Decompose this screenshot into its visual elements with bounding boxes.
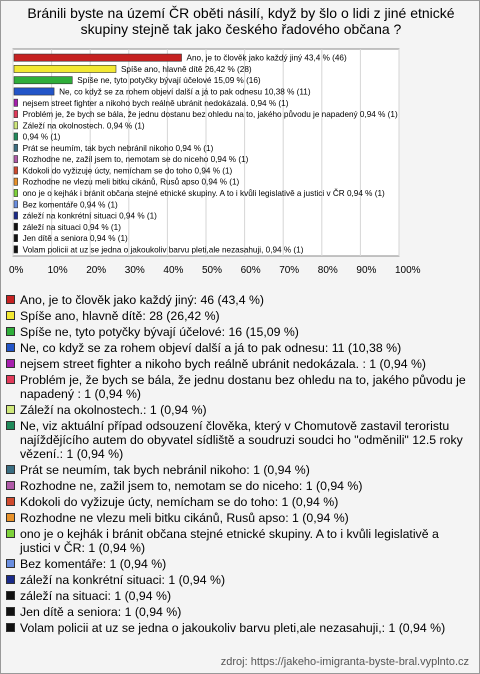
legend-label: ono je o kejhák i bránit občana stejné etnické skupiny. A to i kvůli legislativě a justici v ČR: 1 (0,94 %)	[20, 527, 439, 555]
legend-item	[5, 325, 471, 339]
legend-item	[5, 495, 471, 509]
bar	[14, 178, 18, 185]
legend-swatch	[6, 343, 15, 352]
legend-swatch	[6, 421, 15, 430]
bar	[14, 133, 18, 140]
bar	[14, 110, 18, 117]
bar-label: Záleží na okolnostech. 0,94 % (1)	[22, 121, 145, 131]
bar	[14, 54, 182, 61]
bar-chart	[1, 1, 479, 291]
bar	[14, 77, 72, 84]
legend-swatch	[6, 607, 15, 616]
bar-label: záleží na situaci 0,94 % (1)	[22, 222, 121, 232]
bar	[14, 122, 18, 129]
bar-label: Ano, je to člověk jako každý jiný 43,4 % (46)	[186, 53, 347, 63]
legend-label: Záleží na okolnostech.: 1 (0,94 %)	[20, 403, 207, 417]
legend-label: Ano, je to člověk jako každý jiný: 46 (43,4 %)	[20, 293, 265, 307]
bar-label: Spíše ne, tyto potyčky bývají účelové 15,09 % (16)	[77, 76, 261, 86]
legend-swatch	[6, 327, 15, 336]
bar-label: Jen dítě a seniora 0,94 % (1)	[22, 234, 128, 244]
legend-swatch	[6, 465, 15, 474]
bar	[14, 88, 54, 95]
bar	[14, 189, 18, 196]
bar-label: Prát se neumím, tak bych nebránil nikoho 0,94 % (1)	[22, 143, 214, 153]
legend-label: Ne, viz aktuální případ odsouzení člověka, který v Chomutově zastavil teroristu najíždějícího autem do obyvatel sídliště a soudruzi soudci ho "odměnili" 12.5 roky vězení.: 1 (0,94 %)	[20, 419, 463, 461]
legend-swatch	[6, 529, 15, 538]
bar-label: záleží na konkrétní situaci 0,94 % (1)	[22, 211, 157, 221]
legend-label: Bez komentáře: 1 (0,94 %)	[20, 557, 167, 571]
legend-item	[5, 557, 471, 571]
legend-item	[5, 419, 471, 461]
legend-label: Problém je, že bych se bála, že jednu dostanu bez ohledu na to, jakého původu je napadený : 1 (0,94 %)	[20, 373, 466, 401]
bar-label: ono je o kejhák i bránit občana stejné etnické skupiny. A to i kvůli legislativě a justici v ČR 0,94 % (1)	[22, 188, 385, 198]
x-tick-label: 30%	[124, 265, 145, 276]
x-tick-label: 20%	[86, 265, 107, 276]
bar-label: Kdokoli do vyžizuje úcty, nemícham se do toho 0,94 % (1)	[22, 166, 233, 176]
legend-swatch	[6, 575, 15, 584]
legend-item	[5, 621, 471, 635]
legend-item	[5, 293, 471, 307]
x-tick-label: 10%	[47, 265, 68, 276]
legend-item	[5, 463, 471, 477]
legend-label: Jen dítě a seniora: 1 (0,94 %)	[20, 605, 182, 619]
legend-label: Ne, co když se za rohem objeví další a já to pak odnesu: 11 (10,38 %)	[20, 341, 402, 355]
legend-swatch	[6, 375, 15, 384]
bar-label: nejsem street fighter a nikoho bych reálně ubránit nedokázala. 0,94 % (1)	[22, 98, 289, 108]
x-tick-label: 90%	[356, 265, 377, 276]
legend-swatch	[6, 405, 15, 414]
legend-item	[5, 589, 471, 603]
bar-label: Volam policii at uz se jedna o jakoukoliv barvu pleti,ale nezasahuji, 0,94 % (1)	[22, 245, 304, 255]
x-tick-label: 80%	[317, 265, 338, 276]
x-tick-label: 100%	[395, 265, 421, 276]
bar	[14, 99, 18, 106]
legend-swatch	[6, 295, 15, 304]
legend-swatch	[6, 591, 15, 600]
bar	[14, 144, 18, 151]
x-tick-label: 60%	[240, 265, 261, 276]
bar	[14, 156, 18, 163]
legend-item	[5, 527, 471, 555]
bar	[14, 201, 18, 208]
legend-label: Spíše ne, tyto potyčky bývají účelové: 16 (15,09 %)	[20, 325, 299, 339]
bar-label: 0,94 % (1)	[22, 132, 61, 142]
bar	[14, 246, 18, 253]
legend-label: Prát se neumím, tak bych nebránil nikoho: 1 (0,94 %)	[20, 463, 310, 477]
legend-item	[5, 403, 471, 417]
legend-swatch	[6, 359, 15, 368]
legend-item	[5, 605, 471, 619]
x-tick-label: 0%	[9, 265, 24, 276]
bar	[14, 65, 116, 72]
legend-item	[5, 511, 471, 525]
bar-label: Rozhodne ne, zažil jsem to, nemotam se do niceho 0,94 % (1)	[22, 155, 249, 165]
bar-label: Rozhodne ne vlezu meli bitku cikánů, Rusů apso 0,94 % (1)	[22, 177, 240, 187]
legend-item	[5, 357, 471, 371]
legend-swatch	[6, 481, 15, 490]
bar	[14, 212, 18, 219]
legend-item	[5, 373, 471, 401]
bar	[14, 223, 18, 230]
x-tick-label: 50%	[202, 265, 223, 276]
legend-label: Rozhodne ne vlezu meli bitku cikánů, Rusů apso: 1 (0,94 %)	[20, 511, 349, 525]
legend-item	[5, 309, 471, 323]
chart-title: Bránili byste na území ČR oběti násilí, když by šlo o lidi z jiné etnické skupiny stejně tak jako českého řadového občana ?	[27, 5, 455, 37]
legend-swatch	[6, 623, 15, 632]
x-tick-label: 40%	[163, 265, 184, 276]
bar-label: Problém je, že bych se bála, že jednu dostanu bez ohledu na to, jakého původu je napadený 0,94 % (1)	[22, 110, 398, 120]
bar-label: Spíše ano, hlavně dítě 26,42 % (28)	[120, 64, 252, 74]
legend-swatch	[6, 311, 15, 320]
legend-swatch	[6, 513, 15, 522]
legend-item	[5, 479, 471, 493]
bar-label: Ne, co když se za rohem objeví další a já to pak odnesu 10,38 % (11)	[59, 87, 311, 97]
legend-label: nejsem street fighter a nikoho bych reálně ubránit nedokázala. : 1 (0,94 %)	[20, 357, 427, 371]
source-text: zdroj: https://jakeho-imigranta-byste-bral.vyplnto.cz	[220, 656, 469, 668]
legend-item	[5, 573, 471, 587]
bar	[14, 234, 18, 241]
legend-item	[5, 341, 471, 355]
legend-label: Rozhodne ne, zažil jsem to, nemotam se do niceho: 1 (0,94 %)	[20, 479, 363, 493]
bar	[14, 167, 18, 174]
legend-label: Volam policii at uz se jedna o jakoukoliv barvu pleti,ale nezasahuji,: 1 (0,94 %)	[20, 621, 446, 635]
legend-swatch	[6, 559, 15, 568]
legend-label: Spíše ano, hlavně dítě: 28 (26,42 %)	[20, 309, 220, 323]
bar-label: Bez komentáře 0,94 % (1)	[22, 200, 118, 210]
legend-swatch	[6, 497, 15, 506]
chart-legend	[5, 293, 471, 637]
legend-label: Kdokoli do vyžizuje úcty, nemícham se do toho: 1 (0,94 %)	[20, 495, 339, 509]
legend-label: záleží na konkrétní situaci: 1 (0,94 %)	[20, 573, 226, 587]
x-tick-label: 70%	[279, 265, 300, 276]
legend-label: záleží na situaci: 1 (0,94 %)	[20, 589, 172, 603]
